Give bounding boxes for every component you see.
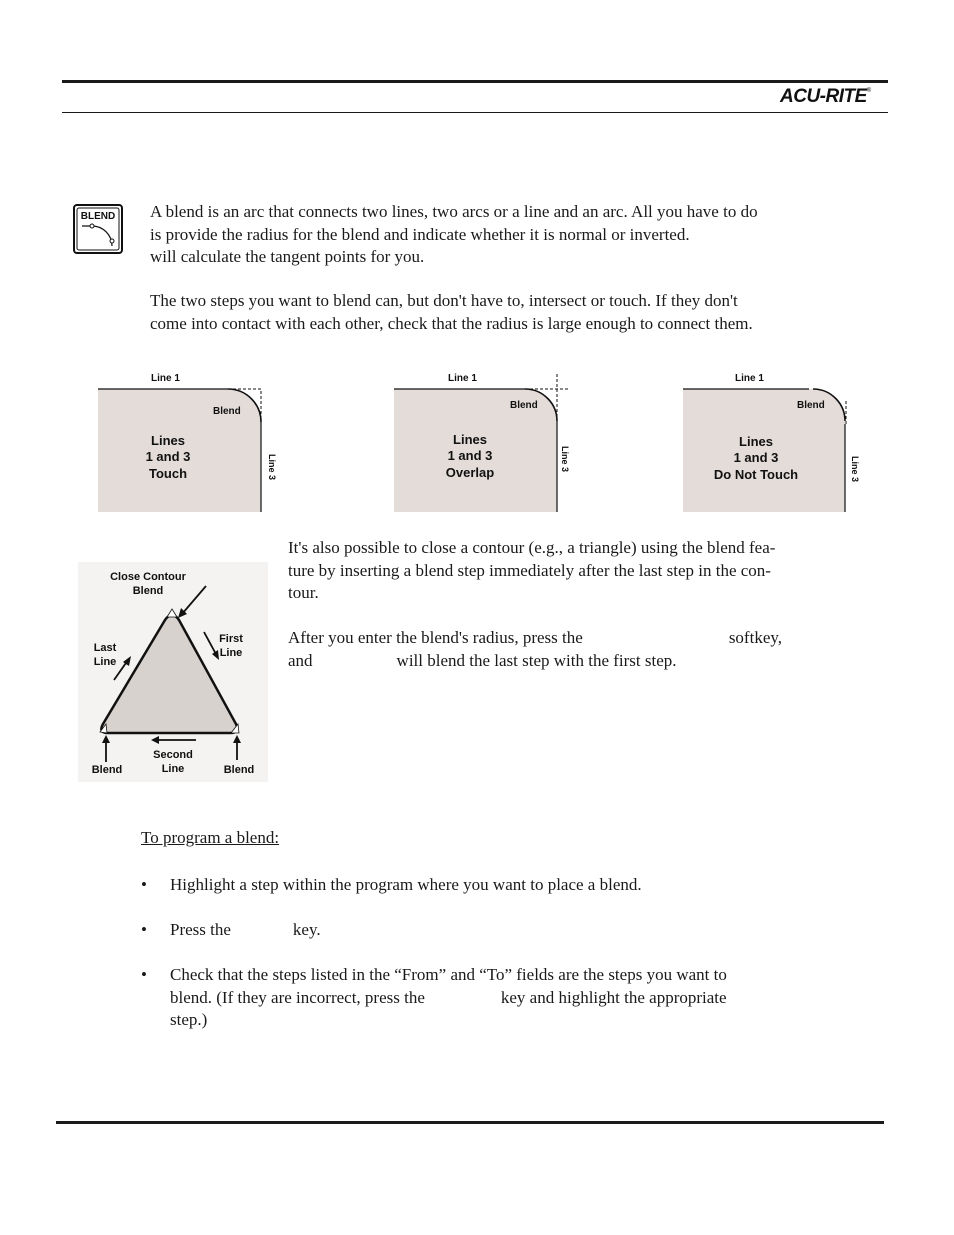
close-contour-paragraph-1 [288, 537, 848, 605]
intro-paragraph-2 [150, 290, 840, 335]
fig3-caption-3: Do Not Touch [713, 467, 799, 482]
bottom-rule [56, 1121, 884, 1124]
blend-key-icon [72, 203, 124, 260]
intro-p2-line1: The two steps you want to blend can, but don't have to, intersect or touch. If they don't [150, 291, 738, 310]
close-contour-line4a: After you enter the blend's radius, press the [288, 628, 583, 647]
fig3-caption-2: 1 and 3 [733, 450, 779, 465]
close-contour-line1: It's also possible to close a contour (e.g., a triangle) using the blend fea- [288, 538, 776, 557]
fig3-line1-label: Line 1 [735, 373, 764, 384]
fig3-line3-label: Line 3 [850, 456, 860, 483]
program-step-3-line2a: blend. (If they are incorrect, press the [170, 987, 425, 1007]
top-rule-thin [62, 112, 888, 113]
figure-lines-do-not-touch [681, 366, 871, 516]
fig1-caption-3: Touch [148, 466, 188, 481]
intro-p1-line2: is provide the radius for the blend and indicate whether it is normal or inverted. [150, 224, 690, 244]
fig1-blend-label: Blend [213, 406, 241, 417]
fig2-caption-2: 1 and 3 [447, 448, 493, 463]
fig1-caption-2: 1 and 3 [145, 449, 191, 464]
bullet-dot: • [141, 920, 147, 939]
intro-p1-line3: will calculate the tangent points for you. [150, 247, 425, 266]
program-step-2-text-b: key. [292, 920, 321, 939]
fig2-line3-label: Line 3 [560, 446, 570, 473]
triangle-close-contour-1: Close Contour [110, 571, 186, 583]
fig1-line3-label: Line 3 [267, 454, 277, 481]
intro-paragraph-1 [150, 201, 840, 269]
program-step-3-line3: step.) [170, 1010, 208, 1029]
figure-close-contour-triangle [78, 562, 268, 782]
triangle-blend-right: Blend [223, 764, 255, 776]
svg-text:BLEND: BLEND [80, 211, 116, 222]
program-step-3-line2b: key and highlight the appropriate [500, 987, 727, 1007]
close-contour-line3: tour. [288, 583, 319, 602]
fig2-caption-3: Overlap [445, 465, 495, 480]
bullet-dot: • [141, 965, 147, 984]
intro-p1-line1: A blend is an arc that connects two lines, two arcs or a line and an arc. All you have to do [150, 202, 758, 221]
triangle-first-line-2: Line [219, 647, 243, 659]
fig2-line1-label: Line 1 [448, 373, 477, 384]
triangle-last-line-1: Last [93, 642, 117, 654]
fig1-caption-1: Lines [151, 433, 185, 448]
close-contour-paragraph-2 [288, 627, 848, 672]
fig2-blend-label: Blend [510, 400, 538, 411]
program-step-1-text: Highlight a step within the program where you want to place a blend. [170, 875, 642, 894]
fig3-caption-1: Lines [739, 434, 773, 449]
triangle-close-contour-2: Blend [132, 585, 164, 597]
triangle-last-line-2: Line [93, 656, 117, 668]
close-contour-line4b: softkey, [728, 628, 783, 647]
triangle-blend-left: Blend [91, 764, 123, 776]
fig2-caption-1: Lines [453, 432, 487, 447]
top-rule-thick [62, 80, 888, 83]
program-step-3-line1: Check that the steps listed in the “From” and “To” fields are the steps you want to [170, 965, 727, 984]
fig1-line1-label: Line 1 [151, 373, 180, 384]
figure-lines-overlap [392, 366, 582, 516]
program-step-2-text-a: Press the [170, 920, 231, 939]
program-blend-heading: To program a blend: [141, 828, 280, 847]
triangle-second-line-2: Line [161, 763, 185, 775]
close-contour-line5b: will blend the last step with the first step. [396, 650, 677, 670]
triangle-second-line-1: Second [153, 749, 193, 761]
bullet-dot: • [141, 875, 147, 894]
close-contour-line2: ture by inserting a blend step immediately after the last step in the con- [288, 560, 771, 580]
fig3-blend-label: Blend [797, 400, 825, 411]
triangle-first-line-1: First [219, 633, 243, 645]
brand-logo: ACU-RITE® [780, 86, 871, 107]
close-contour-line5a: and [288, 650, 313, 670]
intro-p2-line2: come into contact with each other, check that the radius is large enough to connect them. [150, 313, 753, 333]
figure-lines-touch [96, 366, 286, 516]
